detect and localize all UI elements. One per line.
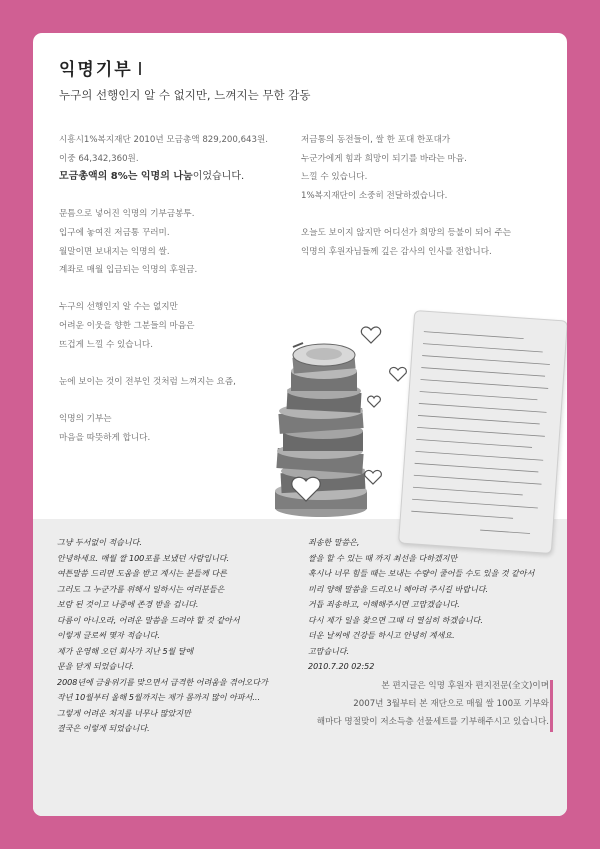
page-title: 익명기부 [59, 60, 133, 80]
letter-line: 그냥 두서없이 적습니다. [57, 538, 142, 547]
letter-line: 보람 된 것이고 나중에 존경 받을 겁니다. [57, 600, 199, 609]
heart-icon [361, 327, 380, 343]
text-line: 오늘도 보이지 않지만 어디선가 희망의 등불이 되어 주는 [301, 227, 512, 238]
left-text-column [59, 131, 268, 447]
footnote-line: 해마다 명절맞이 저소득층 선물세트를 기부해주시고 있습니다. [316, 717, 549, 727]
text-line: 익명의 기부는 [59, 413, 112, 424]
title-row [59, 55, 141, 80]
title-divider [139, 62, 141, 75]
highlight-line [59, 168, 268, 187]
heart-icon [365, 470, 382, 484]
text-line: 이중 64,342,360원. [59, 153, 139, 164]
letter-line: 죄송한 말씀은, [308, 538, 360, 547]
highlight-text: 모금총액의 8%는 익명의 나눔 [59, 171, 193, 183]
letter-line: 혹시나 너무 힘들 때는 보내는 수량이 줄어들 수도 있을 것 같아서 [308, 569, 535, 578]
letter-line: 2010.7.20 02:52 [308, 662, 375, 671]
letter-text-left [57, 535, 268, 737]
text-line: 시흥시1%복지재단 2010년 모금총액 829,200,643원. [59, 135, 269, 145]
letter-text-right [308, 535, 534, 675]
letter-line: 문을 닫게 되었습니다. [57, 662, 135, 671]
letter-line: 그러도 그 누군가를 위해서 일하시는 여러분들은 [57, 584, 225, 594]
text-line: 마음을 따뜻하게 합니다. [59, 432, 151, 443]
content-card [33, 33, 567, 816]
page-subtitle: 누구의 선행인지 알 수 없지만, 느껴지는 무한 감동 [59, 88, 311, 102]
text-line: 눈에 보이는 것이 전부인 것처럼 느껴지는 요즘, [59, 376, 236, 387]
text-line: 느낄 수 있습니다. [301, 172, 368, 183]
footnote [283, 677, 549, 731]
letter-line: 미리 양해 말씀을 드리오니 헤아려 주시길 바랍니다. [308, 584, 489, 594]
text-line: 어려운 이웃을 향한 그분들의 마음은 [59, 320, 195, 331]
letter-line: 제가 운영해 오던 회사가 지난 5월 달에 [57, 646, 194, 656]
coin-stack-icon [275, 343, 367, 517]
letter-line: 이렇게 글로써 몇자 적습니다. [57, 631, 160, 640]
letter-line: 안녕하세요. 매월 쌀 100포를 보냈던 사람입니다. [57, 553, 230, 563]
letter-line: 여튼말씀 드리면 도움을 받고 계시는 분들께 다른 [57, 569, 227, 578]
letter-line: 2008년에 금융위기를 맞으면서 급격한 어려움을 겪어오다가 [57, 677, 268, 687]
text-line: 입구에 놓여진 저금통 꾸러미. [59, 227, 170, 238]
letter-line: 다름이 아니오라, 어려운 말씀을 드려야 할 것 같아서 [57, 615, 240, 625]
highlight-rest: 이었습니다. [192, 171, 245, 183]
letter-line: 쌀을 할 수 있는 때 까지 최선을 다하겠지만 [308, 553, 458, 563]
heart-icon [390, 367, 407, 381]
letter-lines [399, 311, 567, 553]
letter-line: 다시 제가 일을 찾으면 그때 더 열심히 하겠습니다. [308, 615, 483, 625]
letter-line: 결국은 이렇게 되었습니다. [57, 724, 150, 733]
text-line: 누군가에게 힘과 희망이 되기를 바라는 마음. [301, 153, 467, 164]
letter-line: 더운 날씨에 건강들 하시고 안녕히 계세요. [308, 631, 455, 640]
handwritten-letter-image [398, 310, 567, 554]
text-line: 계좌로 매월 입금되는 익명의 후원금. [59, 265, 198, 276]
letter-line: 고맙습니다. [308, 646, 350, 656]
heart-icon [368, 396, 381, 407]
letter-line: 작년 10월부터 올해 5월까지는 제가 몸까지 많이 아파서... [57, 693, 260, 702]
text-line: 문틈으로 넣어진 익명의 기부금봉투. [59, 209, 195, 220]
text-line: 누구의 선행인지 알 수는 없지만 [59, 302, 178, 313]
text-line: 저금통의 동전들이, 쌀 한 포대 한포대가 [301, 135, 451, 145]
text-line: 익명의 후원자님들께 깊은 감사의 인사를 전합니다. [301, 246, 492, 257]
footnote-line: 본 편지글은 익명 후원자 편지전문(全文)이며 [381, 681, 549, 691]
text-line: 1%복지재단이 소중히 전달하겠습니다. [301, 190, 448, 201]
text-line: 뜨겁게 느낄 수 있습니다. [59, 339, 153, 350]
text-line: 월말이면 보내지는 익명의 쌀. [59, 246, 170, 257]
footnote-accent-bar [550, 680, 553, 732]
right-text-column [301, 131, 511, 261]
letter-line: 거듭 죄송하고, 이해해주시면 고맙겠습니다. [308, 600, 460, 609]
footnote-line: 2007년 3월부터 본 재단으로 매월 쌀 100포 기부와 [353, 699, 549, 709]
letter-line: 그렇게 어려운 처지를 너무나 많았지만 [57, 708, 191, 718]
